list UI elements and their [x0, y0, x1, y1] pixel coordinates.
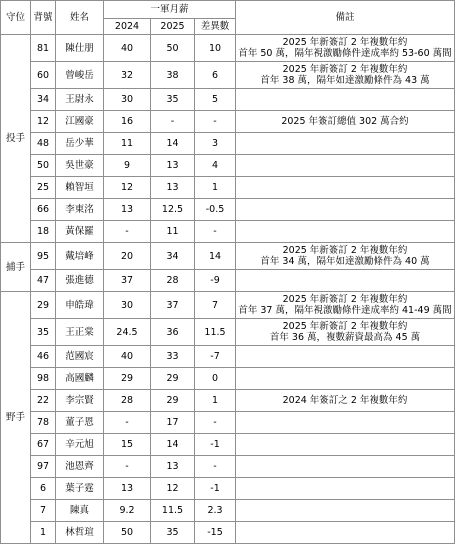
name-cell: 范國宸: [56, 346, 104, 368]
salary-2024-cell: 20: [104, 243, 151, 270]
notes-cell: [236, 500, 455, 522]
salary-2024-cell: 30: [104, 89, 151, 111]
note-line: 首年 36 萬，複數薪資最高為 45 萬: [269, 332, 421, 343]
salary-2025-cell: 13: [151, 177, 195, 199]
table-row: [1, 368, 455, 390]
diff-cell: 3: [195, 133, 236, 155]
name-cell: 王尉永: [56, 89, 104, 111]
notes-cell: [236, 412, 455, 434]
number-cell: 78: [31, 412, 56, 434]
note-line: 2025 年新簽訂 2 年複數年約: [282, 245, 408, 256]
name-cell: 林哲瑄: [56, 522, 104, 544]
salary-2025-cell: 29: [151, 390, 195, 412]
note-line: 2025 年新簽訂 2 年複數年約: [282, 64, 408, 75]
salary-2024-cell: 50: [104, 522, 151, 544]
salary-2025-cell: 28: [151, 270, 195, 292]
salary-2025-cell: 37: [151, 292, 195, 319]
number-cell: 81: [31, 35, 56, 62]
header-position: 守位: [1, 1, 31, 35]
note-line: 2025 年新簽訂 2 年複數年約: [282, 37, 408, 48]
number-cell: 97: [31, 456, 56, 478]
salary-2024-cell: 9.2: [104, 500, 151, 522]
diff-cell: 1: [195, 390, 236, 412]
salary-2025-cell: 34: [151, 243, 195, 270]
diff-cell: 0: [195, 368, 236, 390]
table-row: [1, 199, 455, 221]
salary-2024-cell: 12: [104, 177, 151, 199]
salary-2024-cell: 37: [104, 270, 151, 292]
number-cell: 46: [31, 346, 56, 368]
diff-cell: -: [195, 221, 236, 243]
notes-cell: [236, 292, 455, 319]
name-cell: 葉子霆: [56, 478, 104, 500]
notes-cell: [236, 434, 455, 456]
table-row: [1, 221, 455, 243]
notes-cell: [236, 133, 455, 155]
table-row: [1, 155, 455, 177]
name-cell: 董子恩: [56, 412, 104, 434]
salary-2024-cell: 15: [104, 434, 151, 456]
number-cell: 22: [31, 390, 56, 412]
diff-cell: -1: [195, 478, 236, 500]
table-row: [1, 319, 455, 346]
number-cell: 66: [31, 199, 56, 221]
table-row: [1, 456, 455, 478]
name-cell: 江國豪: [56, 111, 104, 133]
diff-cell: 5: [195, 89, 236, 111]
salary-2025-cell: 17: [151, 412, 195, 434]
number-cell: 48: [31, 133, 56, 155]
number-cell: 12: [31, 111, 56, 133]
salary-2025-cell: 13: [151, 456, 195, 478]
notes-cell: [236, 319, 455, 346]
diff-cell: -1: [195, 434, 236, 456]
notes-cell: [236, 35, 455, 62]
diff-cell: 6: [195, 62, 236, 89]
name-cell: 王正棠: [56, 319, 104, 346]
table-row: [1, 292, 455, 319]
diff-cell: 1: [195, 177, 236, 199]
diff-cell: -15: [195, 522, 236, 544]
number-cell: 35: [31, 319, 56, 346]
salary-2024-cell: -: [104, 412, 151, 434]
salary-2025-cell: 29: [151, 368, 195, 390]
note-line: 2025 年新簽訂 2 年複數年約: [282, 294, 408, 305]
number-cell: 29: [31, 292, 56, 319]
table-row: [1, 478, 455, 500]
table-row: [1, 177, 455, 199]
table-row: [1, 270, 455, 292]
diff-cell: 11.5: [195, 319, 236, 346]
notes-cell: [236, 111, 455, 133]
salary-2025-cell: 13: [151, 155, 195, 177]
salary-2025-cell: 12.5: [151, 199, 195, 221]
notes-cell: [236, 478, 455, 500]
header-diff: 差異數: [195, 19, 236, 35]
diff-cell: 4: [195, 155, 236, 177]
salary-2024-cell: 40: [104, 346, 151, 368]
position-cell: 捕手: [1, 243, 31, 292]
table-row: [1, 390, 455, 412]
name-cell: 高國麟: [56, 368, 104, 390]
salary-2025-cell: 11: [151, 221, 195, 243]
name-cell: 岳少華: [56, 133, 104, 155]
notes-cell: [236, 155, 455, 177]
table-body: [1, 35, 455, 544]
header-number: 背號: [31, 1, 56, 35]
number-cell: 18: [31, 221, 56, 243]
diff-cell: -0.5: [195, 199, 236, 221]
name-cell: 賴智垣: [56, 177, 104, 199]
diff-cell: -: [195, 456, 236, 478]
table-row: [1, 133, 455, 155]
header-name: 姓名: [56, 1, 104, 35]
table-row: [1, 111, 455, 133]
table-row: [1, 89, 455, 111]
number-cell: 60: [31, 62, 56, 89]
diff-cell: 7: [195, 292, 236, 319]
salary-2025-cell: 12: [151, 478, 195, 500]
salary-2025-cell: 33: [151, 346, 195, 368]
table-row: [1, 62, 455, 89]
notes-cell: [236, 62, 455, 89]
salary-2025-cell: 50: [151, 35, 195, 62]
salary-2025-cell: 35: [151, 522, 195, 544]
salary-2024-cell: 30: [104, 292, 151, 319]
salary-2025-cell: -: [151, 111, 195, 133]
salary-2024-cell: 13: [104, 478, 151, 500]
name-cell: 李宗賢: [56, 390, 104, 412]
salary-2025-cell: 11.5: [151, 500, 195, 522]
notes-cell: [236, 346, 455, 368]
table-row: [1, 243, 455, 270]
diff-cell: 10: [195, 35, 236, 62]
notes-cell: [236, 456, 455, 478]
salary-2025-cell: 35: [151, 89, 195, 111]
note-line: 首年 34 萬，隔年如達激勵條件為 40 萬: [260, 256, 430, 267]
number-cell: 34: [31, 89, 56, 111]
name-cell: 曾峻岳: [56, 62, 104, 89]
number-cell: 50: [31, 155, 56, 177]
table-row: [1, 412, 455, 434]
salary-2024-cell: -: [104, 456, 151, 478]
name-cell: 陳仕朋: [56, 35, 104, 62]
name-cell: 吳世豪: [56, 155, 104, 177]
notes-cell: [236, 243, 455, 270]
name-cell: 戴培峰: [56, 243, 104, 270]
number-cell: 6: [31, 478, 56, 500]
salary-2024-cell: -: [104, 221, 151, 243]
number-cell: 98: [31, 368, 56, 390]
note-line: 2025 年新簽訂 2 年複數年約: [282, 321, 408, 332]
name-cell: 黃保羅: [56, 221, 104, 243]
name-cell: 李東洺: [56, 199, 104, 221]
name-cell: 張進德: [56, 270, 104, 292]
name-cell: 池恩齊: [56, 456, 104, 478]
salary-2024-cell: 13: [104, 199, 151, 221]
diff-cell: 14: [195, 243, 236, 270]
number-cell: 25: [31, 177, 56, 199]
name-cell: 陳真: [56, 500, 104, 522]
notes-cell: [236, 522, 455, 544]
number-cell: 1: [31, 522, 56, 544]
name-cell: 辛元旭: [56, 434, 104, 456]
note-line: 首年 50 萬，隔年視激勵條件達成率約 53-60 萬間: [238, 48, 452, 59]
notes-cell: [236, 89, 455, 111]
number-cell: 7: [31, 500, 56, 522]
name-cell: 申皓瑋: [56, 292, 104, 319]
notes-cell: [236, 177, 455, 199]
salary-2025-cell: 14: [151, 133, 195, 155]
diff-cell: 2.3: [195, 500, 236, 522]
header-notes: 備註: [236, 1, 455, 35]
salary-2024-cell: 40: [104, 35, 151, 62]
table-row: [1, 522, 455, 544]
number-cell: 47: [31, 270, 56, 292]
notes-cell: [236, 270, 455, 292]
notes-cell: [236, 221, 455, 243]
number-cell: 95: [31, 243, 56, 270]
table-row: [1, 35, 455, 62]
salary-2024-cell: 16: [104, 111, 151, 133]
header-2025: 2025: [151, 19, 195, 35]
table-row: [1, 346, 455, 368]
notes-cell: [236, 368, 455, 390]
header-2024: 2024: [104, 19, 151, 35]
table-row: [1, 500, 455, 522]
salary-2024-cell: 32: [104, 62, 151, 89]
position-cell: 野手: [1, 292, 31, 544]
notes-cell: [236, 390, 455, 412]
salary-2025-cell: 36: [151, 319, 195, 346]
header-salary-group: 一軍月薪: [104, 1, 236, 19]
note-line: 首年 37 萬，隔年視激勵條件達成率約 41-49 萬間: [238, 305, 452, 316]
salary-2024-cell: 9: [104, 155, 151, 177]
salary-2024-cell: 24.5: [104, 319, 151, 346]
note-line: 2025 年簽訂總值 302 萬合約: [281, 116, 409, 127]
diff-cell: -9: [195, 270, 236, 292]
salary-2025-cell: 38: [151, 62, 195, 89]
notes-cell: [236, 199, 455, 221]
salary-2025-cell: 14: [151, 434, 195, 456]
number-cell: 67: [31, 434, 56, 456]
salary-2024-cell: 29: [104, 368, 151, 390]
diff-cell: -: [195, 111, 236, 133]
table-row: [1, 434, 455, 456]
diff-cell: -7: [195, 346, 236, 368]
salary-2024-cell: 11: [104, 133, 151, 155]
table-header: [1, 1, 455, 35]
salary-2024-cell: 28: [104, 390, 151, 412]
note-line: 2024 年簽訂之 2 年複數年約: [282, 395, 408, 406]
diff-cell: -: [195, 412, 236, 434]
position-cell: 投手: [1, 35, 31, 243]
note-line: 首年 38 萬，隔年如達激勵條件為 43 萬: [260, 75, 430, 86]
